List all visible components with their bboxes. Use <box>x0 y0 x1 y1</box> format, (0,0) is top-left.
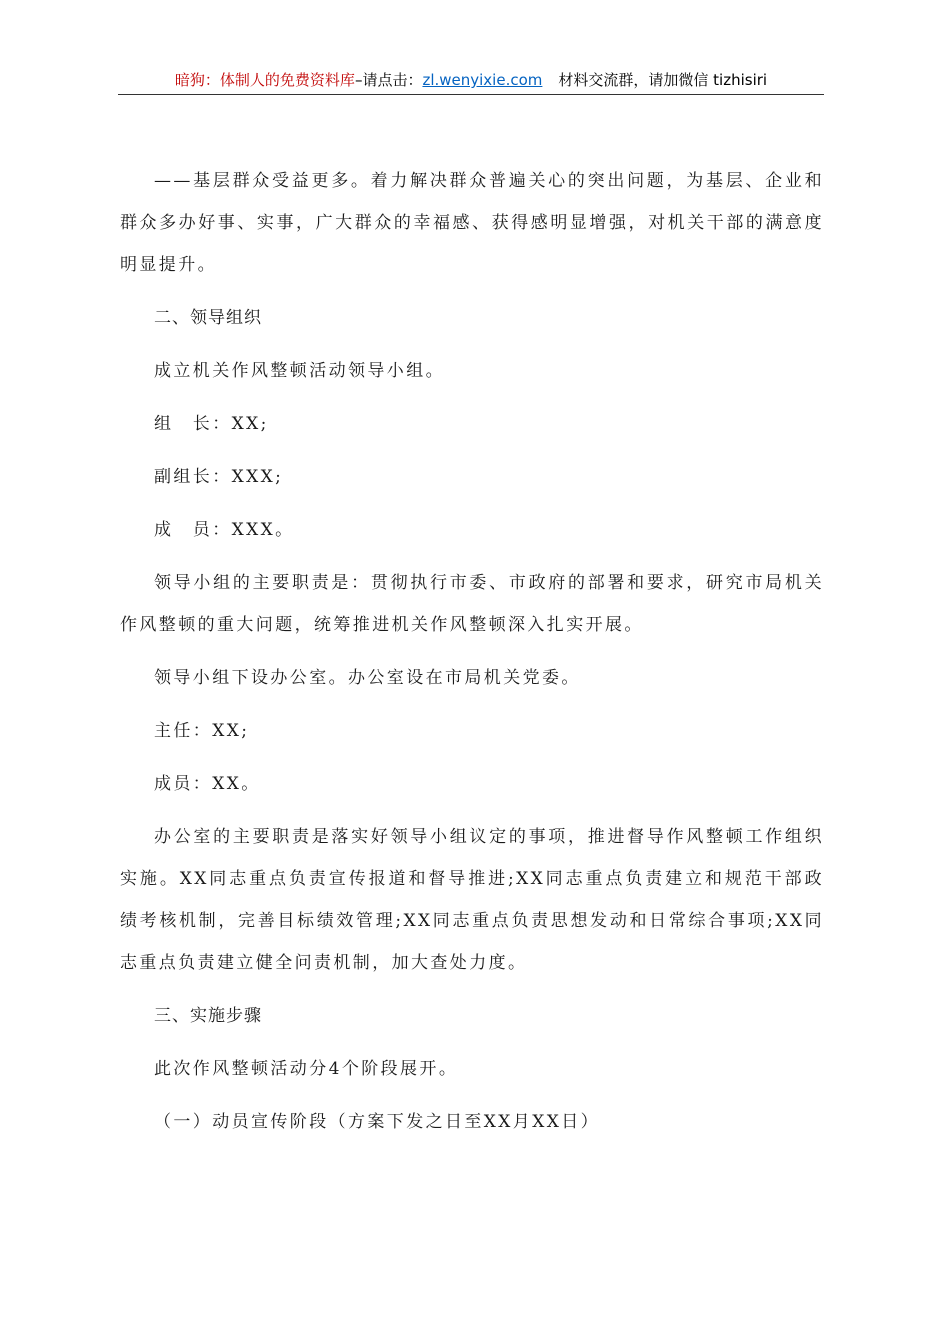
heading-steps: 三、实施步骤 <box>154 1006 262 1026</box>
document-body <box>120 160 824 1154</box>
header-group-note: 材料交流群，请加微信 tizhisiri <box>558 71 768 89</box>
header-link[interactable]: zl.wenyixie.com <box>422 71 543 89</box>
heading-leadership: 二、领导组织 <box>154 308 262 328</box>
paragraph-group-setup: 成立机关作风整顿活动领导小组。 <box>154 361 445 381</box>
paragraph-benefit: ——基层群众受益更多。着力解决群众普遍关心的突出问题，为基层、企业和群众多办好事、实事，广大群众的幸福感、获得感明显增强，对机关干部的满意度明显提升。 <box>120 171 824 275</box>
paragraph-leader: 组 长：XX; <box>154 414 269 434</box>
paragraph-deputy: 副组长：XXX; <box>154 467 284 487</box>
paragraph-office: 领导小组下设办公室。办公室设在市局机关党委。 <box>154 668 581 688</box>
subheading-stage-one: （一）动员宣传阶段（方案下发之日至XX月XX日） <box>154 1112 601 1132</box>
header-brand: 暗狗：体制人的免费资料库 <box>174 71 355 89</box>
paragraph-members: 成 员：XXX。 <box>154 520 295 540</box>
paragraph-office-members: 成员：XX。 <box>154 774 261 794</box>
header-click-label: –请点击： <box>354 71 423 89</box>
paragraph-office-duties: 办公室的主要职责是落实好领导小组议定的事项，推进督导作风整顿工作组织实施。XX同志重点负责宣传报道和督导推进;XX同志重点负责建立和规范干部政绩考核机制，完善目标绩效管理;XX同志重点负责思想发动和日常综合事项;XX同志重点负责建立健全问责机制，加大查处力度。 <box>120 827 824 973</box>
paragraph-stages: 此次作风整顿活动分4个阶段展开。 <box>154 1059 459 1079</box>
paragraph-director: 主任：XX; <box>154 721 250 741</box>
page-header <box>118 66 824 95</box>
paragraph-group-duties: 领导小组的主要职责是：贯彻执行市委、市政府的部署和要求，研究市局机关作风整顿的重大问题，统筹推进机关作风整顿深入扎实开展。 <box>120 573 824 635</box>
